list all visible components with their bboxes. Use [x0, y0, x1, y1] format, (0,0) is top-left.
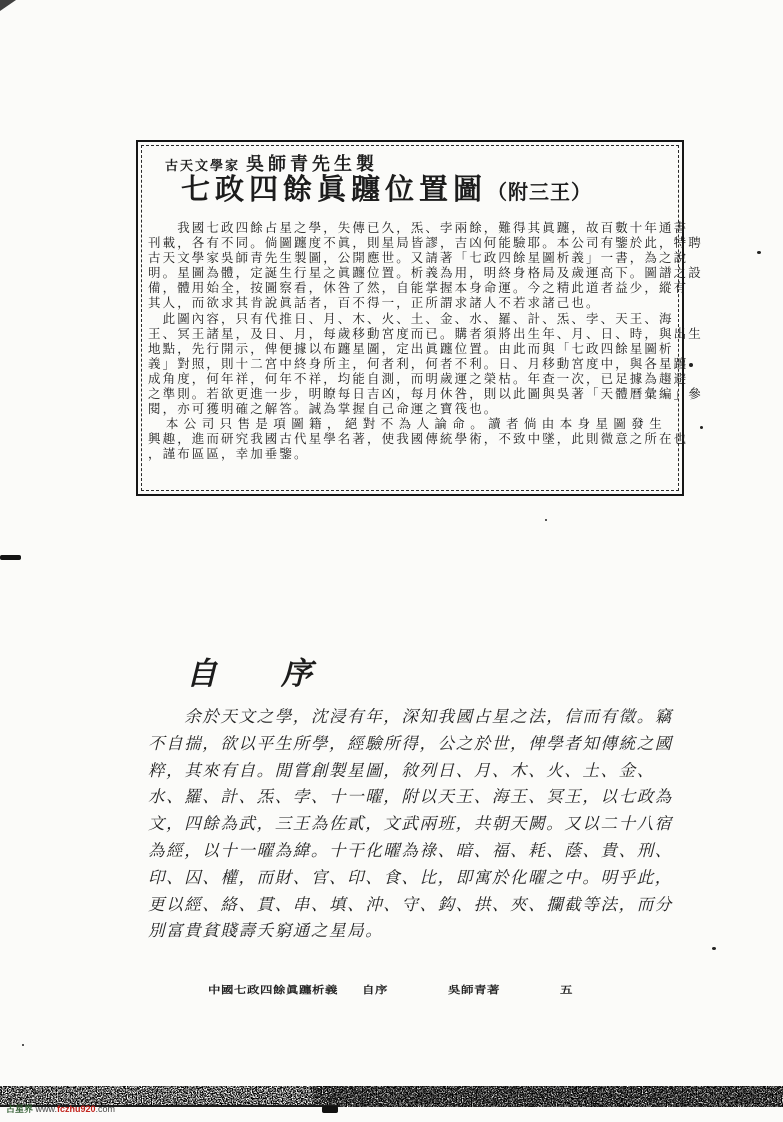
text-row: 為經，以十一曜為緯。十干化曜為祿、暗、福、耗、蔭、貴、刑、 [148, 840, 673, 860]
advertisement-box-inner [147, 148, 703, 490]
noise-texture [0, 1086, 783, 1107]
preface-heading-first-char: 自 [186, 656, 219, 692]
chart-title-suffix: （附三王） [487, 180, 593, 204]
text-row: 水、羅、計、炁、孛、十一曜，附以天王、海王、冥王，以七政為 [148, 787, 673, 807]
text-row: 王、冥王諸星，及日、月，每歲移動宮度而已。購者須將出生年、月、日、時，與出生 [148, 325, 703, 341]
watermark-url-suffix: .com [95, 1104, 116, 1114]
scan-speck [22, 1044, 24, 1046]
text-row: 本公司只售是項圖籍，絕對不為人論命。讀者倘由本身星圖發生 [148, 416, 668, 432]
scan-corner-artifact [0, 0, 16, 11]
running-footer [0, 982, 783, 1002]
text-row: 之準則。若欲更進一步，明瞭每日吉凶，每月休咎，則以此圖與吳著「天體曆彙編」參 [148, 386, 703, 402]
chart-title [181, 167, 592, 208]
text-row: 古天文學家吳師青先生製圖，公開應世。又請著「七政四餘星圖析義」一書，為之說 [148, 250, 689, 266]
text-row: 義」對照，則十二宮中終身所主，何者利，何者不利。日、月移動宮度中，與各星躔 [148, 355, 689, 371]
text-row: 我國七政四餘占星之學，失傳已久，炁、孛兩餘，難得其眞躔，故百數十年通書 [148, 220, 689, 235]
text-row: 粹，其來有自。閒嘗創製星圖，敘列日、月、木、火、土、金、 [148, 760, 655, 780]
text-row: 備，體用始全，按圖察看，休咎了然，自能掌握本身命運。今之精此道者益少，縱有 [148, 280, 689, 296]
watermark-url-highlight: fczhu920 [57, 1104, 96, 1114]
text-row: 興趣，進而研究我國古代星學名著，使我國傳統學術，不致中墜，此則微意之所在也 [148, 431, 689, 447]
text-row: 成角度，何年祥，何年不祥，均能自測，而明歲運之榮枯。年查一次，已足據為趨避 [148, 370, 689, 386]
author-name-label: 吳師青先生製 [246, 154, 379, 175]
publisher-title-label: 古天文學家 [165, 159, 241, 174]
text-row: 閱，亦可獲明確之解答。誠為掌握自己命運之寶筏也。 [148, 401, 499, 417]
text-row: 不自揣，欲以平生所學，經驗所得，公之於世，俾學者知傳統之國 [148, 733, 673, 753]
text-row: 別富貴貧賤壽夭窮通之星局。 [148, 921, 384, 941]
watermark [6, 1102, 115, 1115]
scan-edge-dash [0, 555, 21, 560]
text-row: 印、囚、權，而財、官、印、食、比，即寓於化曜之中。明乎此， [148, 867, 673, 887]
text-row: 文，四餘為武，三王為佐貳，文武兩班，共朝天闕。又以二十八宿 [148, 814, 673, 834]
footer-author-label: 吳師青著 [448, 983, 501, 996]
preface-heading-second-char: 序 [281, 656, 314, 692]
footer-page-number: 五 [560, 983, 574, 996]
scan-speck [689, 363, 693, 367]
text-row: ，謹布區區，幸加垂鑒。 [148, 446, 309, 462]
watermark-url-prefix: www. [33, 1104, 58, 1114]
advertisement-box [136, 140, 703, 496]
text-row: 此圖內容，只有代推日、月、木、火、土、金、水、羅、計、炁、孛、天王、海 [148, 310, 674, 326]
preface-heading [186, 648, 314, 693]
scan-noise-blob [322, 1106, 338, 1113]
advertisement-body-text [148, 220, 703, 462]
footer-book-title: 中國七政四餘眞躔析義 [208, 983, 339, 996]
watermark-site-name: 占星界 [6, 1104, 34, 1114]
text-row: 明。星圖為體，定誕生行星之眞躔位置。析義為用，明終身格局及歲運高下。圖譜之設 [148, 265, 703, 281]
scan-speck [545, 519, 547, 521]
text-row: 刊載，各有不同。倘圖躔度不眞，則星局皆謬，吉凶何能驗耶。本公司有鑒於此，特聘 [148, 235, 703, 251]
footer-section-label: 自序 [362, 983, 389, 996]
text-row: 更以經、絡、貫、串、填、沖、守、鈎、拱、夾、攔截等法，而分 [148, 894, 673, 914]
text-row: 余於天文之學，沈浸有年，深知我國占星之法，信而有徵。竊 [148, 707, 673, 726]
preface-body-text [148, 704, 688, 945]
scan-speck [700, 426, 703, 429]
text-row: 地點，先行開示，俾便據以布躔星圖，定出眞躔位置。由此而與「七政四餘星圖析 [148, 340, 674, 356]
scan-speck [757, 251, 761, 254]
chart-title-main: 七政四餘眞躔位置圖 [181, 172, 488, 206]
text-row: 其人，而欲求其肯說眞話者，百不得一，正所謂求諸人不若求諸己也。 [148, 295, 601, 311]
scan-noise-band [0, 1086, 783, 1107]
scan-speck [712, 947, 716, 950]
